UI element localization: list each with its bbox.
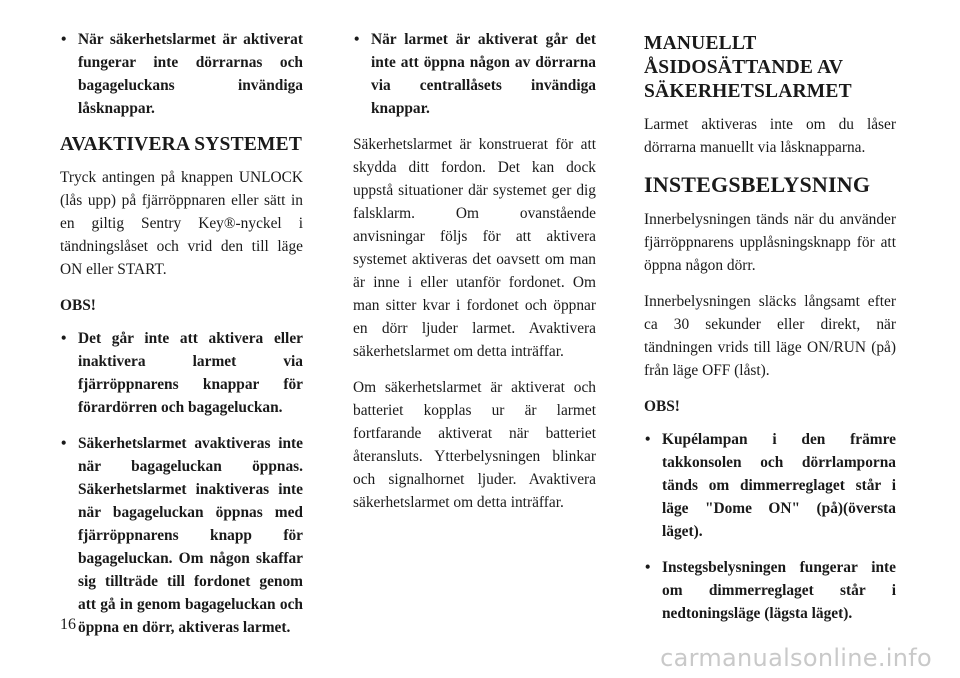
paragraph: Om säkerhetslarmet är aktiverat och batteriet kopplas ur är larmet fortfarande aktiverat när batteriet återansluts. Ytterbelysningen blinkar och signalhornet ljuder. Avaktivera säkerhetslarmet om detta inträffar. <box>353 379 596 511</box>
paragraph: Innerbelysningen släcks långsamt efter ca 30 sekunder eller direkt, när tändningen vrids till läge ON/RUN (på) från läge OFF (låst). <box>644 293 896 379</box>
bullet-dot: • <box>645 431 651 448</box>
bullet-dot: • <box>61 330 67 347</box>
list-item: • Kupélampan i den främre takkonsolen och dörrlamporna tänds om dimmerreglaget står i läge "Dome ON" (på)(översta läget). <box>644 428 896 543</box>
paragraph: Larmet aktiveras inte om du låser dörrarna manuellt via låsknapparna. <box>644 116 896 156</box>
list-item: • När larmet är aktiverat går det inte att öppna någon av dörrarna via centrallåsets invändiga knappar. <box>353 28 596 120</box>
paragraph: Säkerhetslarmet är konstruerat för att skydda ditt fordon. Det kan dock uppstå situationer där systemet ger dig falsklarm. Om ovanstående anvisningar följs för att aktivera systemet aktiveras det oavsett om man är inne i eller utanför fordonet. Om man sitter kvar i fordonet och öppnar en dörr ljuder larmet. Avaktivera säkerhetslarmet om detta inträffar. <box>353 136 596 360</box>
note-label: OBS! <box>60 297 96 314</box>
column-left <box>60 28 303 652</box>
section-heading-manuellt: MANUELLT ÅSIDOSÄTTANDE AV SÄKERHETSLARMET <box>644 33 852 102</box>
bullet-dot: • <box>61 435 67 452</box>
bullet-list <box>644 428 896 625</box>
paragraph: Tryck antingen på knappen UNLOCK (lås upp) på fjärröppnaren eller sätt in en giltig Sentry Key®-nyckel i tändningslåset och vrid den till läge ON eller START. <box>60 169 303 278</box>
section-heading-instegsbelysning: INSTEGSBELYSNING <box>644 172 871 197</box>
bullet-dot: • <box>61 31 67 48</box>
page-number: 16 <box>60 616 76 633</box>
column-middle <box>353 28 596 527</box>
paragraph: Innerbelysningen tänds när du använder fjärröppnarens upplåsningsknapp för att öppna någon dörr. <box>644 211 896 274</box>
list-item: • Det går inte att aktivera eller inaktivera larmet via fjärröppnarens knappar för förardörren och bagageluckan. <box>60 327 303 419</box>
bullet-list <box>353 28 596 120</box>
column-right <box>644 28 896 638</box>
section-heading-avaktivera: AVAKTIVERA SYSTEMET <box>60 134 303 155</box>
list-item: • Instegsbelysningen fungerar inte om dimmerreglaget står i nedtoningsläge (lägsta läget). <box>644 556 896 625</box>
watermark-text: carmanualsonline.info <box>660 644 932 672</box>
bullet-list <box>60 327 303 639</box>
bullet-list <box>60 28 303 120</box>
bullet-dot: • <box>354 31 360 48</box>
note-label: OBS! <box>644 398 680 415</box>
list-item: • Säkerhetslarmet avaktiveras inte när bagageluckan öppnas. Säkerhetslarmet inaktiveras inte när bagageluckan öppnas med fjärröppnarens knapp för bagageluckan. Om någon skaffar sig tillträde till fordonet genom att gå in genom bagageluckan och öppna en dörr, aktiveras larmet. <box>60 432 303 639</box>
list-item: • När säkerhetslarmet är aktiverat fungerar inte dörrarnas och bagageluckans invändiga låsknappar. <box>60 28 303 120</box>
bullet-dot: • <box>645 559 651 576</box>
